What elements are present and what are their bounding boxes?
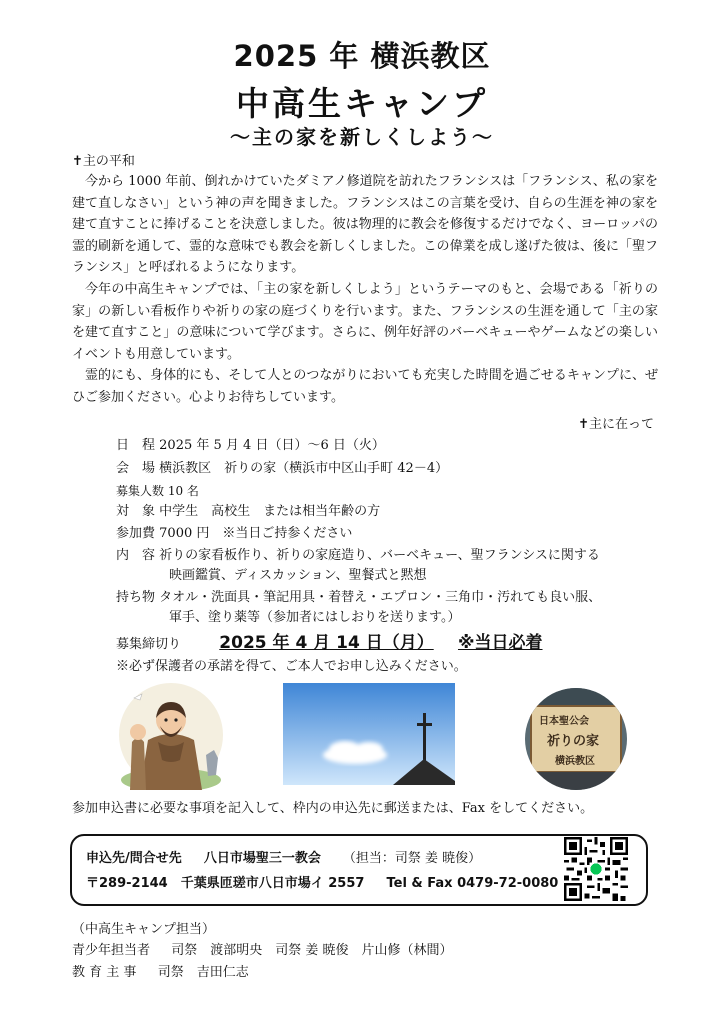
deadline-label: 募集締切り	[116, 637, 182, 652]
detail-value-cont: 軍手、塗り薬等（参加者にはしおりを送ります。）	[169, 610, 461, 625]
application-instructions: 参加申込書に必要な事項を記入して、枠内の申込先に郵送または、Fax をしてください。	[72, 801, 594, 816]
contact-line-2	[86, 872, 558, 891]
contact-address: 〒289-2144 千葉県匝瑳市八日市場イ 2557	[86, 876, 365, 891]
intro-paragraph-1: 今から 1000 年前、倒れかけていたダミアノ修道院を訪れたフランシスは「フランシス、私の家を建て直しなさい」という神の声を聞きました。フランシスはこの言葉を受け、自らの生涯を神の家を建て直すことに捧げることを決意しました。彼は物理的に教会を修復するだけでなく、ヨーロッパの霊的刷新を通して、霊的な意味でも教会を新しくしました。この偉業を成し遂げた彼は、後に「聖フランシス」と呼ばれるようになります。	[72, 174, 658, 275]
consent-note: ※必ず保護者の承諾を得て、ご本人でお申し込みください。	[116, 659, 467, 674]
detail-value: 2025 年 5 月 4 日（日）〜6 日（火）	[159, 438, 385, 453]
contact-line-1	[86, 847, 481, 866]
sky-cross-photo	[283, 683, 455, 785]
detail-fee	[116, 524, 352, 544]
contact-person: （担当：司祭 姜 暁俊）	[342, 851, 482, 866]
detail-label: 参加費	[116, 526, 156, 541]
detail-label: 日 程	[116, 438, 156, 453]
detail-value: 横浜教区 祈りの家（横浜市中区山手町 42－4）	[159, 461, 449, 476]
detail-label: 内 容	[116, 548, 156, 563]
detail-value: 7000 円 ※当日ご持参ください	[159, 526, 353, 541]
qr-code-icon[interactable]	[564, 837, 628, 901]
detail-label: 持ち物	[116, 590, 156, 605]
detail-label: 募集人数	[116, 484, 165, 498]
contact-label: 申込先/問合せ先	[86, 851, 182, 866]
intro-paragraph-2: 今年の中高生キャンプでは、「主の家を新しくしよう」というテーマのもと、会場である「祈りの家」の新しい看板作りや祈りの家の庭づくりを行います。また、フランシスの生涯を通して「主の家を建て直すこと」の意味について学びます。さらに、例年好評のバーベキューやゲームなどの楽しいイベントも用意しています。	[72, 282, 659, 362]
detail-label: 対 象	[116, 504, 156, 519]
subtitle-theme: 〜主の家を新しくしよう〜	[230, 125, 494, 149]
sign-text-line3: 横浜教区	[555, 756, 595, 767]
contact-church: 八日市場聖三一教会	[203, 851, 321, 866]
sign-text-line1: 日本聖公会	[539, 716, 589, 727]
detail-value: 中学生 高校生 または相当年齢の方	[159, 504, 381, 519]
staff-role: 教 育 主 事	[72, 965, 137, 980]
detail-value: 祈りの家看板作り、祈りの家庭造り、バーベキュー、聖フランシスに関する	[159, 548, 600, 563]
staff-education	[72, 961, 249, 980]
staff-role: 青少年担当者	[72, 943, 151, 958]
st-francis-illustration	[118, 680, 224, 790]
detail-content	[116, 546, 600, 586]
contact-tel: Tel & Fax 0479-72-0080	[386, 876, 559, 891]
detail-capacity	[116, 481, 199, 501]
staff-youth	[72, 939, 453, 958]
closing: ✝主に在って	[578, 417, 654, 432]
greeting: ✝主の平和	[72, 154, 135, 169]
deadline-date: 2025 年 4 月 14 日（月）	[219, 633, 434, 653]
detail-value: 10 名	[167, 484, 199, 498]
intro-paragraph-3: 霊的にも、身体的にも、そして人とのつながりにおいても充実した時間を過ごせるキャンプに、ぜひご参加ください。心よりお待ちしています。	[72, 368, 658, 405]
deadline-note: ※当日必着	[457, 633, 543, 653]
contact-box	[70, 834, 648, 906]
staff-header: （中高生キャンプ担当）	[72, 922, 216, 937]
detail-items	[116, 588, 601, 628]
staff-names: 司祭 吉田仁志	[157, 965, 249, 980]
title-year-diocese: 2025 年 横浜教区	[233, 39, 491, 73]
detail-target	[116, 502, 380, 522]
staff-names: 司祭 渡部明央 司祭 姜 暁俊 片山修（林間）	[171, 943, 453, 958]
title-camp: 中高生キャンプ	[236, 84, 488, 123]
detail-venue	[116, 459, 448, 479]
deadline	[116, 628, 543, 653]
prayer-house-sign-photo	[525, 688, 627, 790]
sign-text-line2: 祈りの家	[547, 734, 600, 749]
detail-date	[116, 436, 385, 456]
detail-label: 会 場	[116, 461, 156, 476]
detail-value-cont: 映画鑑賞、ディスカッション、聖餐式と黙想	[169, 568, 427, 583]
detail-value: タオル・洗面具・筆記用具・着替え・エプロン・三角巾・汚れても良い服、	[159, 590, 602, 605]
